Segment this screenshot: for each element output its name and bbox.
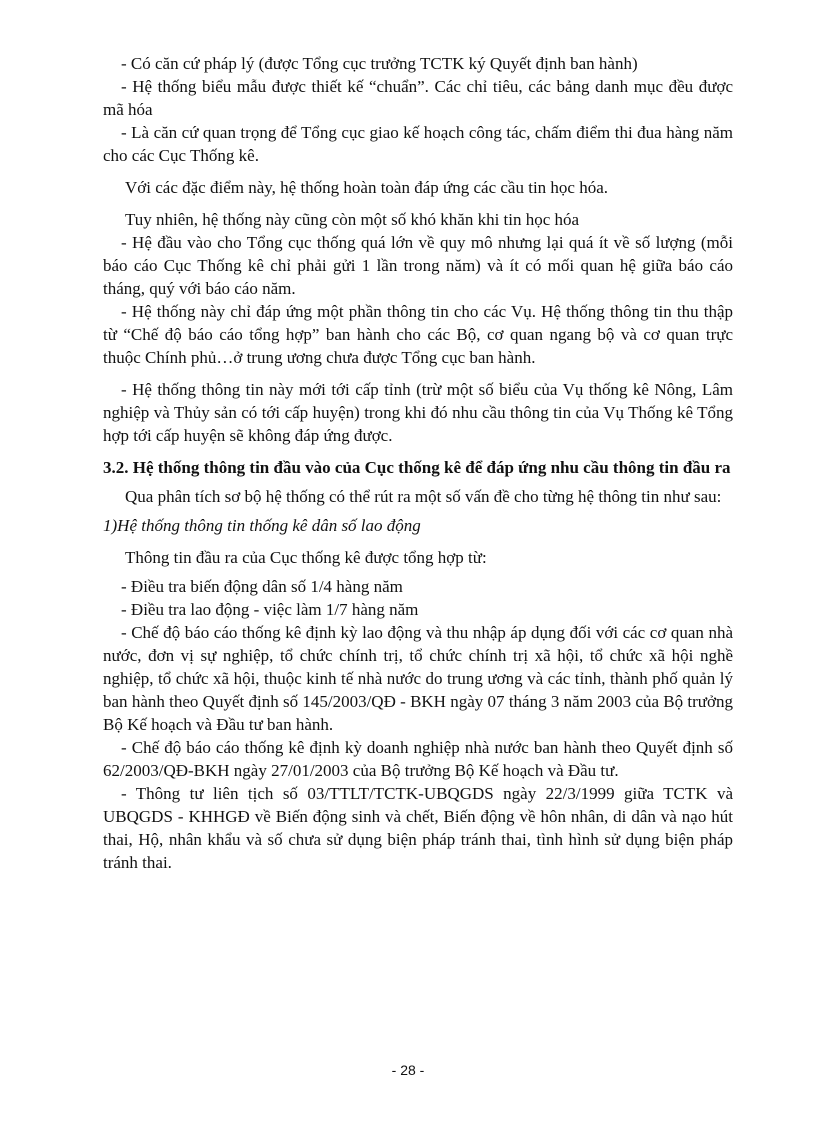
paragraph: Thông tin đầu ra của Cục thống kê được tổng hợp từ: [125, 548, 487, 567]
bullet-paragraph: - Điều tra lao động - việc làm 1/7 hàng năm [121, 600, 419, 619]
bullet-paragraph: - Hệ đầu vào cho Tổng cục thống quá lớn về quy mô nhưng lại quá ít về số lượng (mỗi báo cáo Cục Thống kê chỉ phải gửi 1 lần trong năm) và ít có mối quan hệ giữa báo cáo tháng, quý với báo cáo năm. [103, 233, 733, 298]
document-body [103, 52, 733, 874]
bullet-paragraph: - Hệ thống này chỉ đáp ứng một phần thông tin cho các Vụ. Hệ thống thông tin thu thập từ “Chế độ báo cáo tổng hợp” ban hành cho các Bộ, cơ quan ngang bộ và cơ quan trực thuộc Chính phủ…ở trung ương chưa được Tổng cục ban hành. [103, 302, 733, 367]
bullet-paragraph: - Chế độ báo cáo thống kê định kỳ doanh nghiệp nhà nước ban hành theo Quyết định số 62/2003/QĐ-BKH ngày 27/01/2003 của Bộ trưởng Bộ Kế hoạch và Đầu tư. [103, 738, 733, 780]
page-number: - 28 - [391, 1062, 425, 1078]
bullet-paragraph: - Là căn cứ quan trọng để Tổng cục giao kế hoạch công tác, chấm điểm thi đua hàng năm cho các Cục Thống kê. [103, 123, 733, 165]
bullet-paragraph: - Điều tra biến động dân số 1/4 hàng năm [121, 577, 403, 596]
bullet-paragraph: - Hệ thống thông tin này mới tới cấp tỉnh (trừ một số biểu của Vụ thống kê Nông, Lâm nghiệp và Thủy sản có tới cấp huyện) trong khi đó nhu cầu thông tin của Vụ Thống kê Tổng hợp tới cấp huyện sẽ không đáp ứng được. [103, 380, 733, 445]
bullet-paragraph: - Có căn cứ pháp lý (được Tổng cục trưởng TCTK ký Quyết định ban hành) [121, 54, 638, 73]
bullet-paragraph: - Hệ thống biểu mẫu được thiết kế “chuẩn”. Các chỉ tiêu, các bảng danh mục đều được mã hóa [103, 77, 733, 119]
paragraph: Tuy nhiên, hệ thống này cũng còn một số khó khăn khi tin học hóa [125, 210, 580, 229]
section-heading: 3.2. Hệ thống thông tin đầu vào của Cục thống kê để đáp ứng nhu cầu thông tin đầu ra [103, 458, 731, 477]
bullet-paragraph: - Chế độ báo cáo thống kê định kỳ lao động và thu nhập áp dụng đối với các cơ quan nhà nước, đơn vị sự nghiệp, tổ chức chính trị, tổ chức chính trị xã hội, tổ chức xã hội nghề nghiệp, tổ chức xã hội, thuộc kinh tế nhà nước do trung ương và các tỉnh, thành phố quản lý ban hành theo Quyết định số 145/2003/QĐ - BKH ngày 07 tháng 3 năm 2003 của Bộ trưởng Bộ Kế hoạch và Đầu tư ban hành. [103, 623, 733, 734]
subsection-heading: 1)Hệ thống thông tin thống kê dân số lao động [103, 516, 421, 535]
paragraph: Với các đặc điểm này, hệ thống hoàn toàn đáp ứng các cầu tin học hóa. [125, 178, 609, 197]
bullet-paragraph: - Thông tư liên tịch số 03/TTLT/TCTK-UBQGDS ngày 22/3/1999 giữa TCTK và UBQGDS - KHHGĐ về Biến động sinh và chết, Biến động về hôn nhân, di dân và nạo hút thai, Hộ, nhân khẩu và số chưa sử dụng biện pháp tránh thai, tình hình sử dụng biện pháp tránh thai. [103, 784, 733, 872]
paragraph: Qua phân tích sơ bộ hệ thống có thể rút ra một số vấn đề cho từng hệ thông tin như sau: [125, 487, 722, 506]
